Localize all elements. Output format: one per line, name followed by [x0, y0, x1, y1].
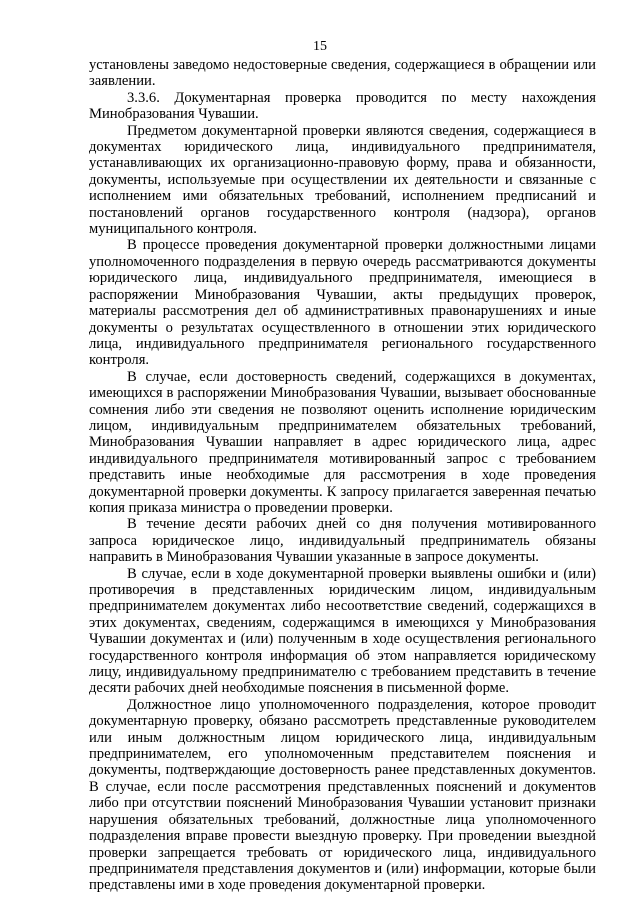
paragraph-subject: Предметом документарной проверки являются сведения, содержащиеся в документах юридического лица, индивидуального предпринимателя, устанавливающих их организационно-правовую форму, права и обязанности, документы, используемые при осуществлении их деятельности и связанные с исполнением ими обязательных требований, исполнением предписаний и постановлений органов государственного контроля (надзора), органов муниципального контроля. [89, 122, 596, 238]
paragraph-errors: В случае, если в ходе документарной проверки выявлены ошибки и (или) противоречия в представленных юридическим лицом, индивидуальным предпринимателем документах либо несоответствие сведений, содержащихся в этих документах, сведениям, содержащимся в имеющихся у Минобразования Чувашии документах и (или) полученным в ходе осуществления регионального государственного контроля информация об этом направляется юридическому лицу, индивидуальному предпринимателю с требованием представить в течение десяти рабочих дней необходимые пояснения в письменной форме. [89, 565, 596, 697]
page-number: 15 [313, 39, 327, 54]
document-body [89, 57, 596, 894]
paragraph-deadline: В течение десяти рабочих дней со дня получения мотивированного запроса юридическое лицо, индивидуальный предприниматель обязаны направить в Минобразования Чувашии указанные в запросе документы. [89, 516, 596, 566]
paragraph-request: В случае, если достоверность сведений, содержащихся в документах, имеющихся в распоряжении Минобразования Чувашии, вызывает обоснованные сомнения либо эти сведения не позволяют оценить исполнение юридическим лицом, индивидуальным предпринимателем обязательных требований, Минобразования Чувашии направляет в адрес юридического лица, адрес индивидуального предпринимателя мотивированный запрос с требованием представить иные необходимые для рассмотрения в ходе проведения документарной проверки документы. К запросу прилагается заверенная печатью копия приказа министра о проведении проверки. [89, 368, 596, 516]
paragraph-3-3-6: 3.3.6. Документарная проверка проводится по месту нахождения Минобразования Чувашии. [89, 89, 596, 123]
paragraph-process: В процессе проведения документарной проверки должностными лицами уполномоченного подразделения в первую очередь рассматриваются документы юридического лица, индивидуального предпринимателя, имеющиеся в распоряжении Минобразования Чувашии, акты предыдущих проверок, материалы рассмотрения дел об административных правонарушениях и иные документы о результатах осуществленного в отношении этих юридического лица, индивидуального предпринимателя регионального государственного контроля. [89, 237, 596, 369]
paragraph-official: Должностное лицо уполномоченного подразделения, которое проводит документарную проверку, обязано рассмотреть представленные руководителем или иным должностным лицом юридического лица, индивидуальным предпринимателем, его уполномоченным представителем пояснения и документы, подтверждающие достоверность ранее представленных документов. В случае, если после рассмотрения представленных пояснений и документов либо при отсутствии пояснений Минобразования Чувашии установит признаки нарушения обязательных требований, должностные лица уполномоченного подразделения вправе провести выездную проверку. При проведении выездной проверки запрещается требовать от юридического лица, индивидуального предпринимателя представления документов и (или) информации, которые были представлены ими в ходе проведения документарной проверки. [89, 696, 596, 894]
paragraph-continuation: установлены заведомо недостоверные сведения, содержащиеся в обращении или заявлении. [89, 57, 596, 90]
